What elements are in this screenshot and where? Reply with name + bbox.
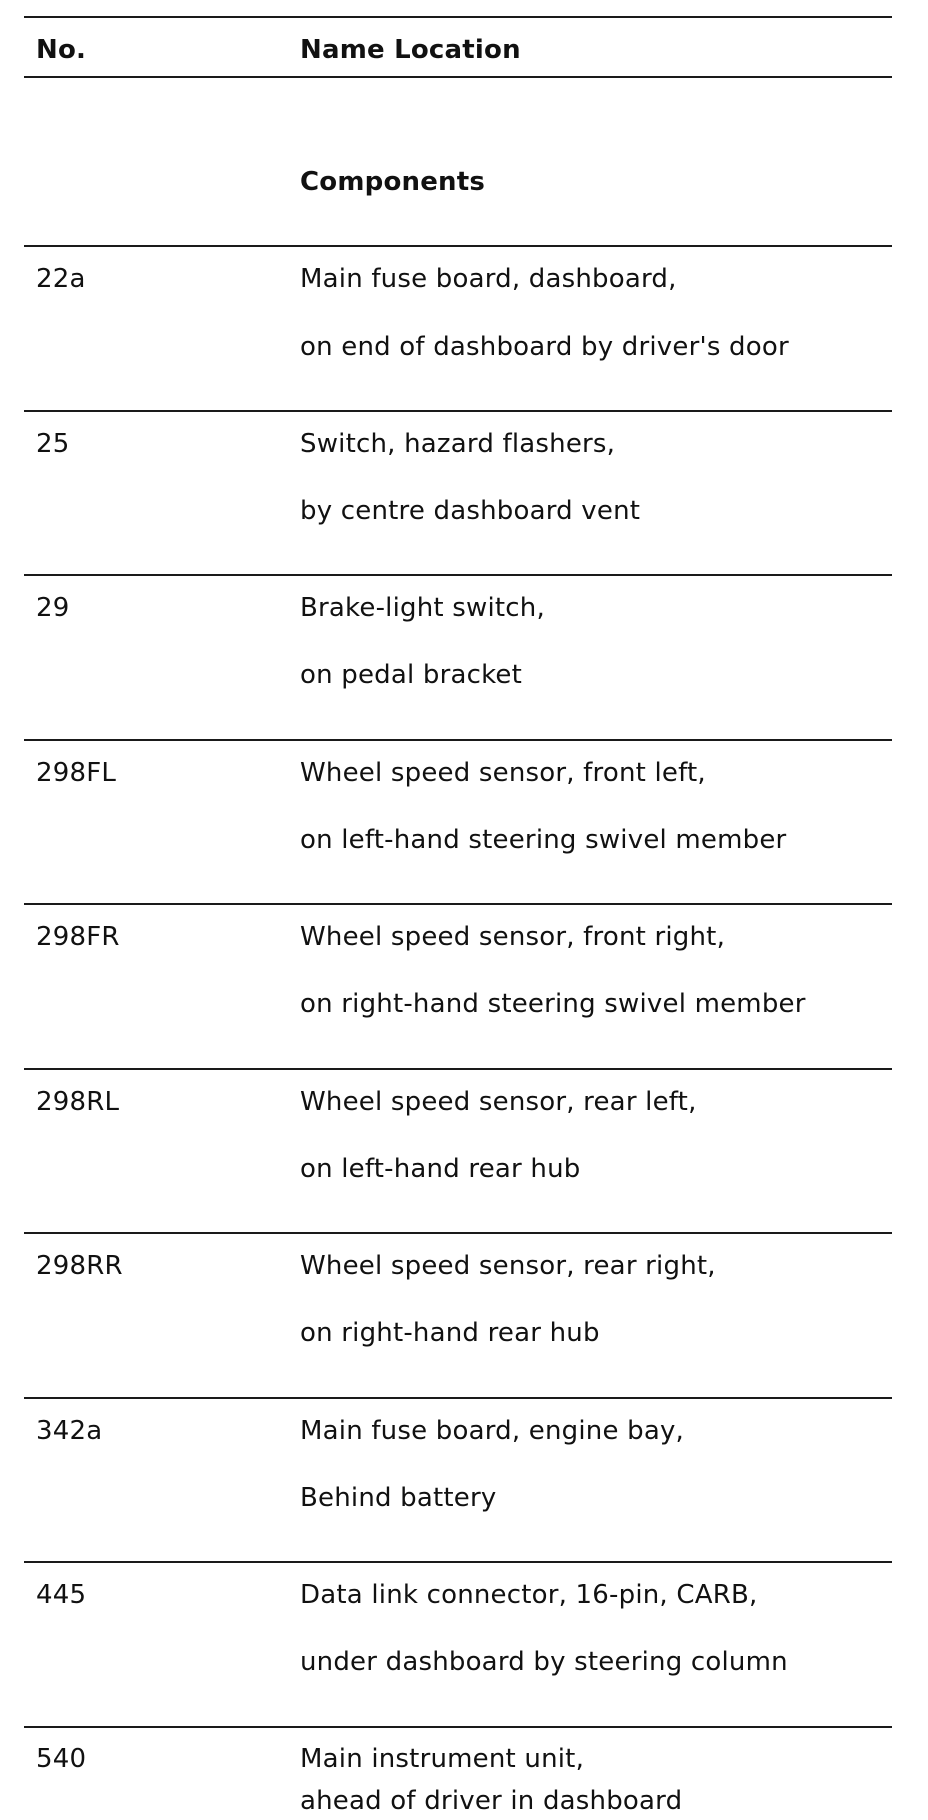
section-title: Components [300, 167, 486, 197]
row-name: Main instrument unit, [300, 1744, 585, 1774]
row-name: Wheel speed sensor, rear right, [300, 1251, 716, 1281]
column-header-no: No. [36, 35, 87, 65]
row-name: Switch, hazard flashers, [300, 429, 616, 459]
row-location: ahead of driver in dashboard [300, 1786, 683, 1816]
row-name: Main fuse board, engine bay, [300, 1416, 685, 1446]
row-divider [24, 410, 892, 412]
row-number: 540 [36, 1744, 87, 1774]
row-number: 298FL [36, 758, 117, 788]
table-top-rule [24, 16, 892, 18]
row-number: 445 [36, 1580, 87, 1610]
row-location: by centre dashboard vent [300, 496, 641, 526]
row-location: on left-hand rear hub [300, 1154, 581, 1184]
row-name: Wheel speed sensor, rear left, [300, 1087, 697, 1117]
row-divider [24, 574, 892, 576]
row-name: Data link connector, 16-pin, CARB, [300, 1580, 758, 1610]
row-divider [24, 1726, 892, 1728]
row-location: under dashboard by steering column [300, 1647, 788, 1677]
row-number: 298FR [36, 922, 120, 952]
row-name: Wheel speed sensor, front left, [300, 758, 706, 788]
row-location: on pedal bracket [300, 660, 523, 690]
row-location: Behind battery [300, 1483, 497, 1513]
row-name: Wheel speed sensor, front right, [300, 922, 726, 952]
row-location: on right-hand steering swivel member [300, 989, 806, 1019]
row-location: on right-hand rear hub [300, 1318, 600, 1348]
row-number: 298RR [36, 1251, 123, 1281]
row-divider [24, 1232, 892, 1234]
column-header-name-location: Name Location [300, 35, 521, 65]
row-number: 22a [36, 264, 86, 294]
row-divider [24, 1068, 892, 1070]
row-location: on end of dashboard by driver's door [300, 332, 789, 362]
row-number: 29 [36, 593, 70, 623]
row-divider [24, 245, 892, 247]
row-number: 25 [36, 429, 70, 459]
row-divider [24, 903, 892, 905]
row-divider [24, 739, 892, 741]
row-name: Main fuse board, dashboard, [300, 264, 677, 294]
row-name: Brake-light switch, [300, 593, 545, 623]
row-number: 298RL [36, 1087, 120, 1117]
row-divider [24, 1397, 892, 1399]
header-bottom-rule [24, 76, 892, 78]
row-location: on left-hand steering swivel member [300, 825, 787, 855]
row-divider [24, 1561, 892, 1563]
row-number: 342a [36, 1416, 103, 1446]
